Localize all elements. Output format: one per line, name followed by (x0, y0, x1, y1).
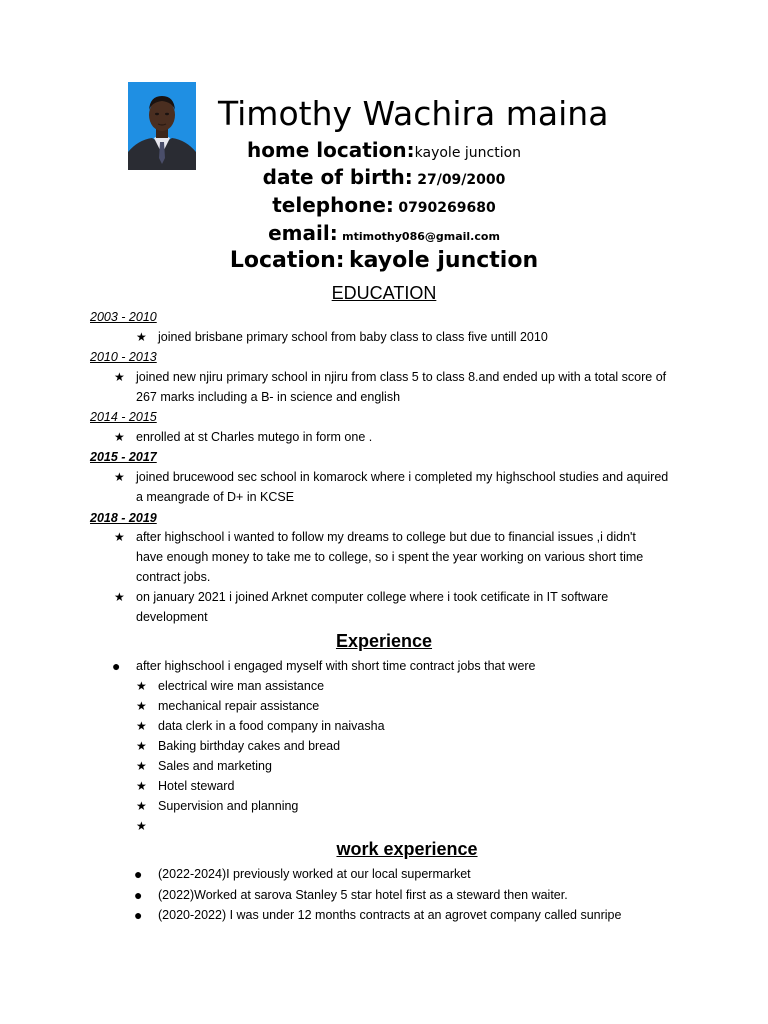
location-label: Location: (229, 248, 345, 273)
education-item-text: a meangrade of D+ in KCSE (136, 490, 295, 504)
location-line (0, 248, 768, 273)
education-date: 2014 - 2015 (90, 410, 157, 424)
telephone-label: telephone: (272, 193, 394, 217)
education-item-text: development (136, 610, 208, 624)
star-bullet-icon: ★ (136, 739, 147, 753)
education-item-text: joined brisbane primary school from baby class to class five untill 2010 (158, 330, 548, 344)
email-label: email: (268, 221, 338, 245)
bullet-dot-icon: ● (134, 887, 143, 903)
telephone-line (0, 193, 768, 217)
experience-item: mechanical repair assistance (158, 699, 320, 713)
star-bullet-icon: ★ (136, 779, 147, 793)
star-bullet-icon: ★ (136, 699, 147, 713)
telephone-value: 0790269680 (398, 200, 496, 216)
star-bullet-icon: ★ (136, 819, 147, 833)
education-date: 2015 - 2017 (90, 450, 157, 464)
home-location-value: kayole junction (414, 145, 522, 161)
work-experience-item: (2020-2022) I was under 12 months contracts at an agrovet company called sunripe (158, 908, 622, 922)
education-date: 2003 - 2010 (90, 310, 157, 324)
star-bullet-icon: ★ (114, 590, 125, 604)
education-item-text: after highschool i wanted to follow my dreams to college but due to financial issues ,i didn't (136, 530, 636, 544)
experience-heading: Experience (335, 631, 433, 651)
education-item-text: enrolled at st Charles mutego in form one . (136, 430, 373, 444)
education-item-text: joined new njiru primary school in njiru from class 5 to class 8.and ended up with a total score of (136, 370, 667, 384)
full-name: Timothy Wachira maina (218, 94, 609, 133)
star-bullet-icon: ★ (136, 679, 147, 693)
education-item-text: 267 marks including a B- in science and english (136, 390, 401, 404)
home-location-label: home location: (246, 138, 415, 162)
star-bullet-icon: ★ (114, 370, 125, 384)
star-bullet-icon: ★ (136, 330, 147, 344)
experience-item: Sales and marketing (158, 759, 272, 773)
home-location-line (0, 138, 768, 162)
education-date: 2018 - 2019 (90, 511, 157, 525)
education-item-text: on january 2021 i joined Arknet computer college where i took cetificate in IT software (136, 590, 609, 604)
dob-value: 27/09/2000 (417, 172, 506, 188)
dob-line (0, 165, 768, 189)
star-bullet-icon: ★ (136, 759, 147, 773)
education-date: 2010 - 2013 (90, 350, 157, 364)
experience-item: Hotel steward (158, 779, 235, 793)
dob-label: date of birth: (262, 165, 413, 189)
email-line (0, 221, 768, 245)
experience-item: electrical wire man assistance (158, 679, 325, 693)
work-experience-item: (2022-2024)I previously worked at our local supermarket (158, 867, 471, 881)
email-value: mtimothy086@gmail.com (342, 230, 500, 243)
experience-intro: after highschool i engaged myself with short time contract jobs that were (136, 659, 536, 673)
work-experience-item: (2022)Worked at sarova Stanley 5 star hotel first as a steward then waiter. (158, 888, 568, 902)
experience-item: data clerk in a food company in naivasha (158, 719, 385, 733)
star-bullet-icon: ★ (136, 799, 147, 813)
education-heading: EDUCATION (331, 283, 437, 303)
star-bullet-icon: ★ (114, 430, 125, 444)
work-experience-heading: work experience (336, 839, 478, 859)
education-item-text: contract jobs. (136, 570, 211, 584)
star-bullet-icon: ★ (114, 530, 125, 544)
bullet-dot-icon: ● (112, 658, 121, 674)
star-bullet-icon: ★ (136, 719, 147, 733)
star-bullet-icon: ★ (114, 470, 125, 484)
education-item-text: joined brucewood sec school in komarock where i completed my highschool studies and aquired (136, 470, 669, 484)
location-value: kayole junction (348, 248, 539, 273)
bullet-dot-icon: ● (134, 907, 143, 923)
bullet-dot-icon: ● (134, 866, 143, 882)
experience-item: Supervision and planning (158, 799, 299, 813)
experience-item: Baking birthday cakes and bread (158, 739, 341, 753)
education-item-text: have enough money to take me to college, so i spent the year working on various short time (136, 550, 644, 564)
